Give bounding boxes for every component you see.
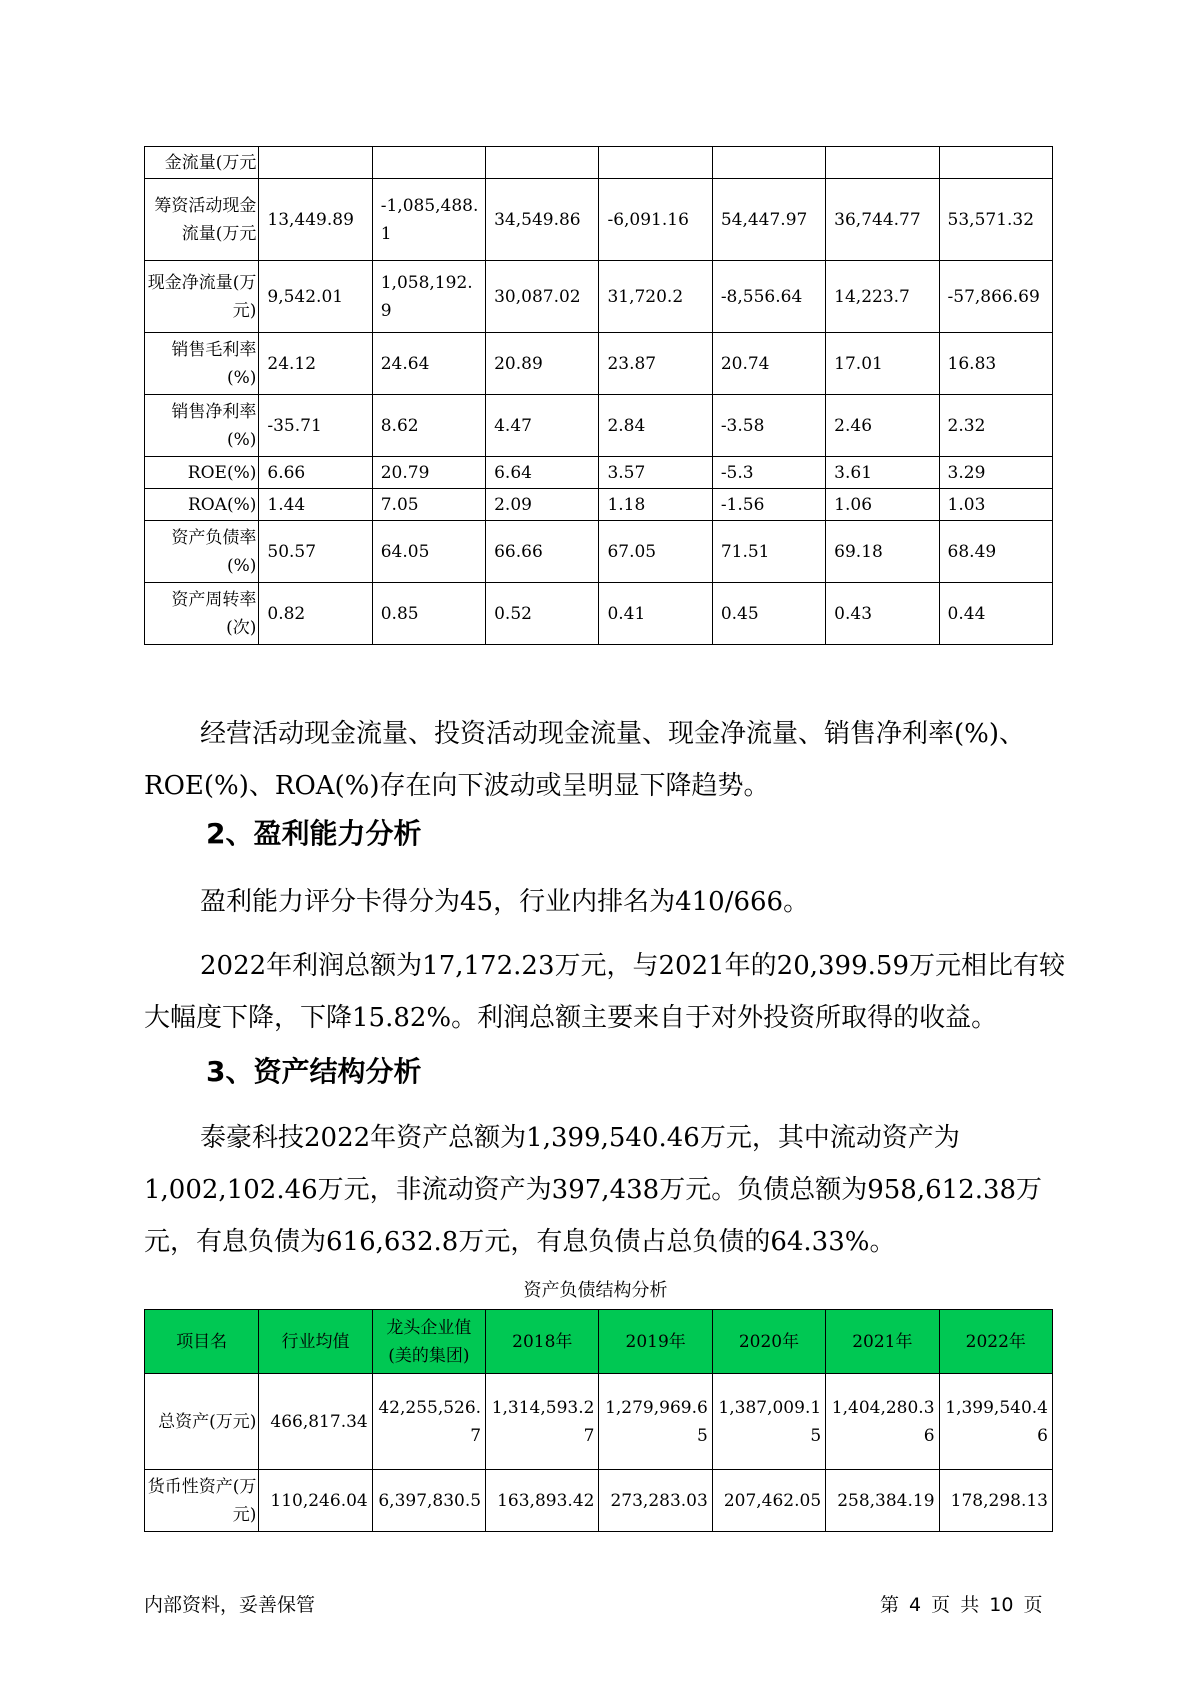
table-cell: 7.05 [372, 489, 485, 521]
table-cell: 2.09 [486, 489, 599, 521]
table-cell: 8.62 [372, 395, 485, 457]
table-cell: 69.18 [826, 521, 939, 583]
table-cell: 3.57 [599, 457, 712, 489]
heading-asset-structure: 3、资产结构分析 [206, 1055, 422, 1088]
table-cell: 34,549.86 [486, 179, 599, 261]
row-label: 销售毛利率(%) [145, 333, 259, 395]
row-label: ROE(%) [145, 457, 259, 489]
table-cell: 20.79 [372, 457, 485, 489]
column-header: 2019年 [599, 1310, 712, 1374]
table-cell: 16.83 [939, 333, 1052, 395]
table-cell: 0.52 [486, 583, 599, 645]
asset-liability-table [144, 1309, 1053, 1532]
table-cell: 1,404,280.36 [826, 1374, 939, 1470]
table-cell: 42,255,526.7 [372, 1374, 485, 1470]
table-cell: 0.45 [712, 583, 825, 645]
table-cell: 2.84 [599, 395, 712, 457]
row-label: 销售净利率(%) [145, 395, 259, 457]
table-cell: 1.06 [826, 489, 939, 521]
table-row [145, 395, 1053, 457]
table-cell: 0.44 [939, 583, 1052, 645]
financial-indicators-table [144, 146, 1053, 645]
table-cell: 258,384.19 [826, 1470, 939, 1532]
row-label: 货币性资产(万元) [145, 1470, 259, 1532]
table-cell: 24.64 [372, 333, 485, 395]
table-cell [259, 147, 372, 179]
table-cell: -35.71 [259, 395, 372, 457]
table-cell: 0.41 [599, 583, 712, 645]
table-caption: 资产负债结构分析 [523, 1280, 668, 1301]
table-cell: 2.46 [826, 395, 939, 457]
table-cell: 24.12 [259, 333, 372, 395]
table-cell: 1.18 [599, 489, 712, 521]
row-label: 筹资活动现金流量(万元 [145, 179, 259, 261]
row-label: 总资产(万元) [145, 1374, 259, 1470]
table-cell: 20.89 [486, 333, 599, 395]
table-row [145, 261, 1053, 333]
column-header: 龙头企业值(美的集团) [372, 1310, 485, 1374]
row-label: 资产周转率(次) [145, 583, 259, 645]
table-row [145, 457, 1053, 489]
table-cell: 64.05 [372, 521, 485, 583]
table-cell [486, 147, 599, 179]
table-row [145, 1374, 1053, 1470]
row-label: ROA(%) [145, 489, 259, 521]
column-header: 2022年 [939, 1310, 1052, 1374]
table-cell: -5.3 [712, 457, 825, 489]
table-cell [372, 147, 485, 179]
table-cell: 50.57 [259, 521, 372, 583]
column-header: 2020年 [712, 1310, 825, 1374]
table-cell: 207,462.05 [712, 1470, 825, 1532]
table-cell: -1.56 [712, 489, 825, 521]
table-cell: 13,449.89 [259, 179, 372, 261]
table-cell: 31,720.2 [599, 261, 712, 333]
footer-confidential: 内部资料，妥善保管 [144, 1594, 316, 1616]
column-header: 2021年 [826, 1310, 939, 1374]
table-cell: -8,556.64 [712, 261, 825, 333]
heading-profitability: 2、盈利能力分析 [206, 817, 422, 850]
column-header: 行业均值 [259, 1310, 372, 1374]
table-cell: 30,087.02 [486, 261, 599, 333]
table-cell: 178,298.13 [939, 1470, 1052, 1532]
table-cell: 23.87 [599, 333, 712, 395]
table-cell: 4.47 [486, 395, 599, 457]
table-cell: 1,387,009.15 [712, 1374, 825, 1470]
table-cell: 466,817.34 [259, 1374, 372, 1470]
table-cell: 0.82 [259, 583, 372, 645]
table-cell: 53,571.32 [939, 179, 1052, 261]
table-cell: 36,744.77 [826, 179, 939, 261]
table-cell: 3.61 [826, 457, 939, 489]
table-row [145, 489, 1053, 521]
table-cell: -3.58 [712, 395, 825, 457]
table-cell: 1.03 [939, 489, 1052, 521]
column-header: 项目名 [145, 1310, 259, 1374]
asset-structure-paragraph: 泰豪科技2022年资产总额为1,399,540.46万元，其中流动资产为1,002,102.46万元，非流动资产为397,438万元。负债总额为958,612.38万元，有息负债为616,632.8万元，有息负债占总负债的64.33%。 [144, 1123, 1043, 1257]
table-row [145, 179, 1053, 261]
table-cell: 1,279,969.65 [599, 1374, 712, 1470]
table-row [145, 583, 1053, 645]
table-header-row [145, 1310, 1053, 1374]
row-label: 现金净流量(万元) [145, 261, 259, 333]
table-cell: 9,542.01 [259, 261, 372, 333]
table-cell [712, 147, 825, 179]
table-cell: 163,893.42 [486, 1470, 599, 1532]
table-cell: 0.43 [826, 583, 939, 645]
table-cell: 71.51 [712, 521, 825, 583]
table-cell: 67.05 [599, 521, 712, 583]
table-cell: 1,314,593.27 [486, 1374, 599, 1470]
table-cell: 1,399,540.46 [939, 1374, 1052, 1470]
table-cell: 68.49 [939, 521, 1052, 583]
table-cell: -1,085,488.1 [372, 179, 485, 261]
table-cell: 17.01 [826, 333, 939, 395]
table-row [145, 521, 1053, 583]
table-row [145, 1470, 1053, 1532]
footer-page-number: 第 4 页 共 10 页 [880, 1594, 1043, 1616]
table-cell: 1.44 [259, 489, 372, 521]
profitability-score-paragraph: 盈利能力评分卡得分为45，行业内排名为410/666。 [200, 887, 810, 917]
row-label: 金流量(万元 [145, 147, 259, 179]
table-cell [599, 147, 712, 179]
profit-total-paragraph: 2022年利润总额为17,172.23万元，与2021年的20,399.59万元相比有较大幅度下降，下降15.82%。利润总额主要来自于对外投资所取得的收益。 [144, 951, 1065, 1033]
table-cell: -6,091.16 [599, 179, 712, 261]
table-cell: 6.64 [486, 457, 599, 489]
table-cell: 66.66 [486, 521, 599, 583]
table-cell: 273,283.03 [599, 1470, 712, 1532]
table-cell: 1,058,192.9 [372, 261, 485, 333]
trend-paragraph: 经营活动现金流量、投资活动现金流量、现金净流量、销售净利率(%)、ROE(%)、ROA(%)存在向下波动或呈明显下降趋势。 [144, 719, 1025, 801]
table-cell [939, 147, 1052, 179]
table-row [145, 147, 1053, 179]
table-cell: 0.85 [372, 583, 485, 645]
column-header: 2018年 [486, 1310, 599, 1374]
table-cell: -57,866.69 [939, 261, 1052, 333]
table-cell: 2.32 [939, 395, 1052, 457]
table-cell: 3.29 [939, 457, 1052, 489]
table-row [145, 333, 1053, 395]
table-cell: 20.74 [712, 333, 825, 395]
table-cell: 110,246.04 [259, 1470, 372, 1532]
table-cell: 6,397,830.5 [372, 1470, 485, 1532]
table-cell: 54,447.97 [712, 179, 825, 261]
table-cell: 14,223.7 [826, 261, 939, 333]
table-cell: 6.66 [259, 457, 372, 489]
table-cell [826, 147, 939, 179]
row-label: 资产负债率(%) [145, 521, 259, 583]
